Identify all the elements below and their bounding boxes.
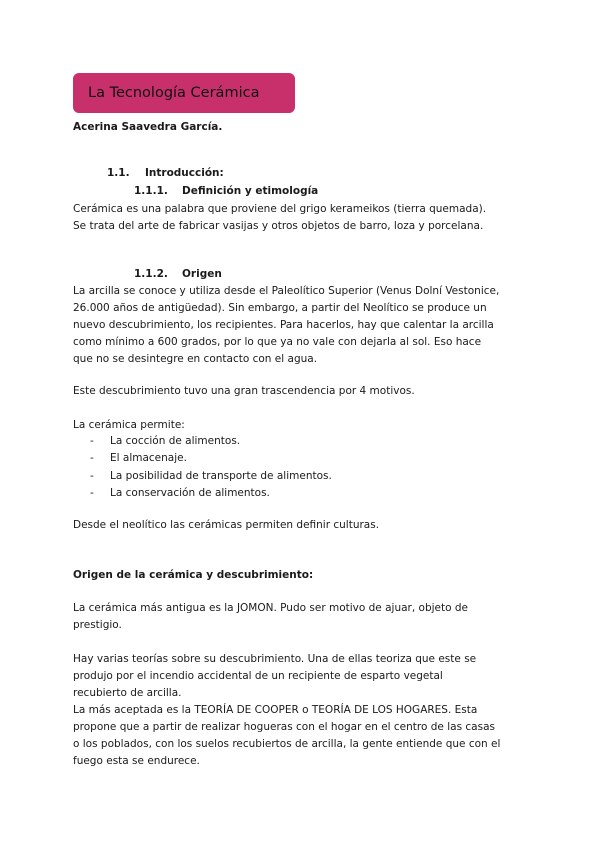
heading-definicion [134, 185, 318, 197]
heading-number: 1.1.2. [134, 268, 168, 280]
origin-paragraph: La arcilla se conoce y utiliza desde el Paleolítico Superior (Venus Dolní Vestonice, 26.000 años de antigüedad). Sin embargo, a partir del Neolítico se produce un nuevo descubrimiento, los recipientes. Para hacerlos, hay que calentar la arcilla como mínimo a 600 grados, por lo que ya no vale con dejarla al sol. Eso hace que no se desintegre en contacto con el agua. [73, 285, 500, 365]
jomon-paragraph: La cerámica más antigua es la JOMON. Pudo ser motivo de ajuar, objeto de prestigio. [73, 602, 468, 631]
cultures-paragraph: Desde el neolítico las cerámicas permiten definir culturas. [73, 519, 380, 531]
list-dash: - [90, 487, 94, 500]
list-dash: - [90, 452, 94, 465]
list-item: - El almacenaje. [90, 450, 332, 467]
list-dash: - [90, 435, 94, 447]
author-name: Acerina Saavedra García. [73, 121, 223, 133]
heading-number: 1.1.1. [134, 185, 168, 197]
uses-list [90, 433, 332, 503]
list-dash: - [90, 469, 94, 482]
title-banner [73, 73, 295, 113]
heading-number: 1.1. [107, 167, 130, 179]
heading-origen [134, 268, 222, 280]
definition-paragraph: Cerámica es una palabra que proviene del grigo kerameikos (tierra quemada). Se trata del arte de fabricar vasijas y otros objetos de barro, loza y porcelana. [73, 203, 487, 232]
heading-introduccion [107, 167, 224, 179]
trascendencia-paragraph: Este descubrimiento tuvo una gran trascendencia por 4 motivos. [73, 385, 415, 397]
list-item: - La posibilidad de transporte de alimentos. [90, 468, 332, 485]
theories-paragraph: Hay varias teorías sobre su descubrimiento. Una de ellas teoriza que este se produjo por el incendio accidental de un recipiente de esparto vegetal recubierto de arcilla. La más aceptada es la TEORÍA DE COOPER o TEORÍA DE LOS HOGARES. Esta propone que a partir de realizar hogueras con el hogar en el centro de las casas o los poblados, con los suelos recubiertos de arcilla, la gente entiende que con el fuego esta se endurece. [73, 653, 501, 767]
list-intro: La cerámica permite: [73, 419, 185, 431]
subheading-origen-descubrimiento: Origen de la cerámica y descubrimiento: [73, 569, 314, 581]
heading-label: Origen [182, 268, 222, 280]
page-title: La Tecnología Cerámica [88, 85, 260, 101]
heading-label: Definición y etimología [182, 185, 319, 197]
heading-label: Introducción: [145, 167, 224, 179]
list-item: - La conservación de alimentos. [90, 485, 332, 502]
list-item: - La cocción de alimentos. [90, 433, 332, 450]
